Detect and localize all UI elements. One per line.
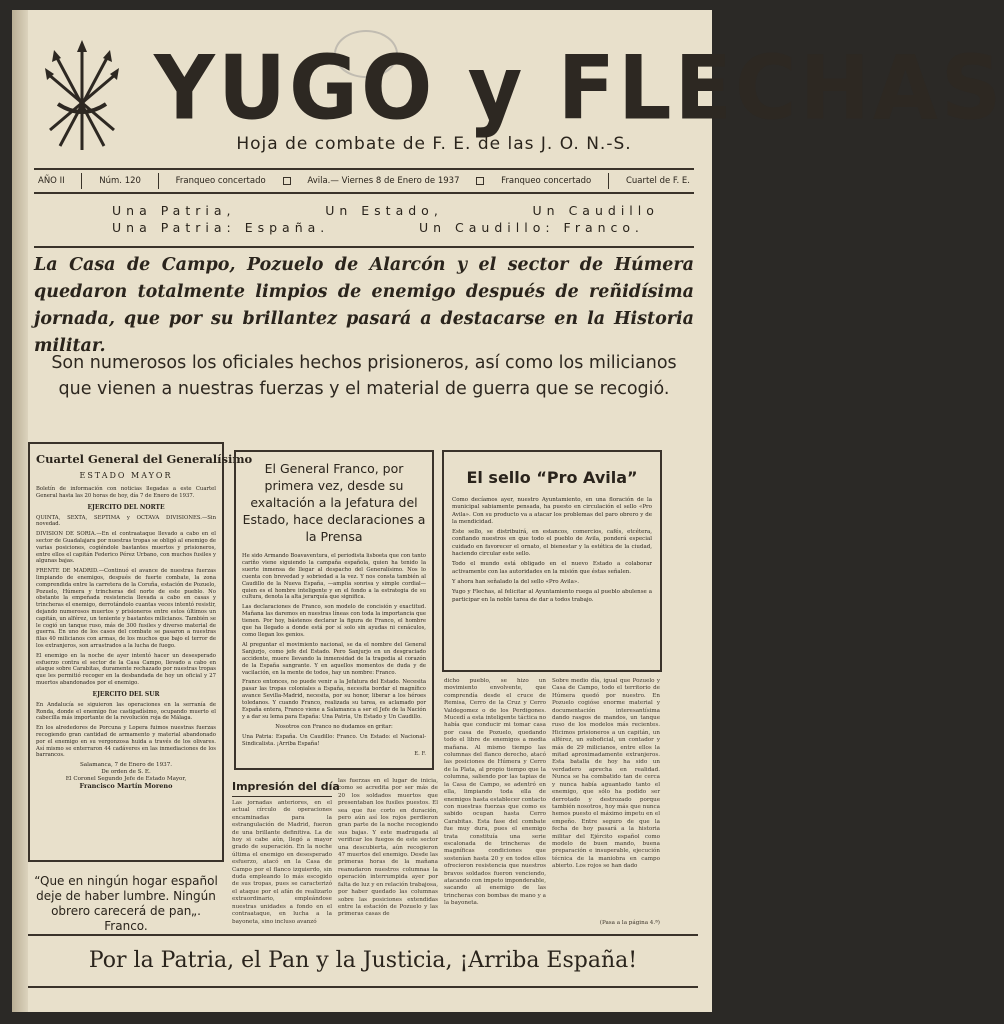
franco-paragraph-1: He sido Armando Boavaventura, el periodista lisboeta que con tanto cariño viene siguiendo la campaña española, quien ha tenido la suerte inmensa de llegar al despacho del Generalísimo. Nos lo cuenta con brevedad y sobriedad a la vez. Y nos consta también al Caudillo de la Nueva España, —amplia sonrisa y simple cordial— quien es el hombre inteligente y en el fondo a la estrategia de su cultura, denota la alta jerarquía que significa. bbox=[242, 553, 426, 601]
signature-order: De orden de S. E. bbox=[101, 769, 151, 776]
impresion-title: Impresión del día bbox=[232, 780, 340, 793]
north-paragraph-1: QUINTA, SEXTA, SEPTIMA y OCTAVA DIVISIONES.—Sin novedad. bbox=[36, 514, 216, 528]
continued-note: (Pasa a la página 4.ª) bbox=[599, 920, 660, 926]
franking-left: Franqueo concertado bbox=[175, 176, 266, 186]
issue-info-bar bbox=[34, 168, 694, 194]
franco-paragraph-2: Las declaraciones de Franco, son modelo de concisión y exactitud. Mañana las daremos en nuestras líneas con toda la importancia que tienen. Por hoy, bástenos declarar la figura de Franco, el hombre que ha llegado a donde está por sí solo sin ayudas ni cenáculos, como llegan los genios. bbox=[242, 604, 426, 638]
franco-paragraph-3: Al preguntar el movimiento nacional, se da el nombre del General Sanjurjo, como jefe del Estado. Pero Sanjurjo en un desgraciado accidente, muere llevando la inmensidad de la tragedia al corazón de la España sangrante. Y en aquellos momentos de duda y de vacilación, en la mente de todos, hay un nombre: Franco. bbox=[242, 641, 426, 676]
cuartel-title: Cuartel General del Generalísimo bbox=[36, 452, 253, 466]
cuartel-staff: ESTADO MAYOR bbox=[79, 471, 173, 480]
sello-paragraph-2: Este sello, se distribuirá, en estancos, comercios, cafés, etcétera, confiando nuestros en que todo el pueblo de Avila, ponderá especial cuidado en favorecer el ornato, el bienestar y la estética de la ciudad, haciendo circular este sello. bbox=[452, 529, 652, 558]
franco-paragraph-5: Nosotros con Franco no dudamos en gritar: bbox=[275, 723, 393, 730]
divider bbox=[28, 934, 698, 936]
divider bbox=[232, 796, 332, 797]
newspaper-page bbox=[12, 10, 1004, 1012]
separator bbox=[158, 173, 159, 189]
signature-place: Salamanca, 7 de Enero de 1937. bbox=[79, 762, 173, 769]
cuartel-general-box bbox=[28, 442, 253, 862]
signature-role: El Coronel Segundo Jefe de Estado Mayor, bbox=[65, 776, 187, 783]
office: Cuartel de F. E. bbox=[625, 176, 690, 186]
impresion-column-3: dicho pueblo, se hizo un movimiento envolvente, que comprendía desde el cruce de Remisa, Cerro de la Cruz y Cerro Valdegomez o de los Perdigones. Mucedí a esta inteligente táctica no había que conducir mi tomar casa por casa de Pozuelo, quedando todo el libre de enemigos a media mañana. Al mismo tiempo las columnas del flanco derecho, atacó las posiciones de Húmera y Cerro de la Plata, al propio tiempo que la columna, saliendo por las tapias de la Casa de Campo, se adentró en ella, limpiando toda ella de enemigos hasta establecer contacto con nuestras fuerzas que como es sabido ocupan hasta Cerro Carabitas. Esta fase del combate fue muy dura, pues el enemigo trata constituía una serie escalonada de trincheras de magníficas condiciones que sostenían hasta 20 y en todos ellos ofrecieron resistencia que nuestros bravos soldados fueron venciendo, atacando con impeto imponderable, sacando al enemigo de las trincheras con bombas de mano y a la bayoneta. bbox=[444, 678, 546, 907]
sello-paragraph-4: Y ahora han señalado la del sello «Pro Avila». bbox=[452, 578, 580, 585]
north-paragraph-2: DIVISION DE SORIA.—En el contraataque llevado a cabo en el sector de Guadalajara por nuestras tropas se obligó al enemigo de varias posiciones, cogiéndole bastantes muertos y prisioneros, entre ellos el capitán Federico Pérez Urbano, con muchos fusiles y algunas bajas. bbox=[36, 531, 216, 565]
impresion-column-1: Las jornadas anteriores, en el actual círculo de operaciones encaminadas para la estrangulación de Madrid, fueron de una brillante definitiva. La de hoy si cabe aún, llegó a mayor grado de superación. En la noche última el enemigo en desesperado esfuerzo, atacó en la Casa de Campo por el flanco izquierdo, sin duda empleando lo más escogido de sus tropas, pues se caracterizó el ataque por el afán de realizarlo extraordinario, empleándose nuestras unidades a fondo en el contraataque, en lucha a la bayoneta, sino incluso avanzó bbox=[232, 800, 332, 925]
north-header: EJERCITO DEL NORTE bbox=[87, 503, 165, 511]
sub-headline: Son numerosos los oficiales hechos prisioneros, así como los milicianos que vienen a nuestras fuerzas y el material de guerra que se recogió. bbox=[51, 353, 677, 399]
south-paragraph-2: En los alrededores de Porcuna y Lopera fuimos nuestras fuerzas recogiendo gran cantidad de armamento y material abandonado por el enemigo en su vergonzosa huida a través de los olivares. Así mismo se enterraron 44 cadáveres en las inmediaciones de los barrancos. bbox=[36, 725, 216, 759]
motto bbox=[34, 202, 694, 242]
separator bbox=[608, 173, 609, 189]
newspaper-subtitle: Hoja de combate de F. E. de las J. O. N.-S. bbox=[236, 134, 632, 154]
sello-paragraph-1: Como decíamos ayer, nuestro Ayuntamiento, en una floración de la municipal sabiamente pensada, ha puesto en circulación el sello «Pro Avila». Con su producto va a atacar los problemas del paro obrero y de la mendicidad. bbox=[452, 497, 652, 525]
sello-title: El sello “Pro Avila” bbox=[466, 468, 638, 487]
square-icon bbox=[476, 177, 484, 185]
franco-declarations-box bbox=[234, 450, 434, 770]
footer-slogan: Por la Patria, el Pan y la Justicia, ¡Arriba España! bbox=[88, 948, 638, 973]
main-headline: La Casa de Campo, Pozuelo de Alarcón y el sector de Húmera quedaron totalmente limpios de enemigo después de reñidísima jornada, que por su brillantez pasará a destacarse en la Historia militar. bbox=[34, 255, 694, 356]
separator bbox=[81, 173, 82, 189]
signature-name: Francisco Martín Moreno bbox=[79, 782, 173, 791]
north-paragraph-3: FRENTE DE MADRID.—Continuó el avance de nuestras fuerzas limpiando de enemigos, después de fuerte combate, la zona comprendida entre la carretera de la Coruña, estación de Pozuelo, Pozuelo, Húmera y trincheras del norte de este pueblo. No obstante la empeñada resistencia llevada a cabo en casas y trincheras el enemigo, derrotándolo cuantas veces intentó resistir, dejando numerosos muertos y prisioneros entre estos últimos un capitán, un alférez, un teniente y bastantes milicianos. También se le cogió un tanque ruso, más de 300 fusiles y diverso material de guerra. En uno de los casos del combate se pasaron a nuestras filas 40 milicianos con armas, de los muchos que bajo el terror de los extranjeros, son arrastrados a la lucha de fuego. bbox=[36, 568, 216, 649]
newspaper-title: YUGO y FLECHAS bbox=[154, 36, 1004, 140]
motto-line-1: Una Patria, Un Estado, Un Caudillo bbox=[112, 203, 659, 218]
south-header: EJERCITO DEL SUR bbox=[92, 690, 160, 698]
franco-paragraph-4: Franco entonces, no puede venir a la Jefatura del Estado. Necesita pasar las tropas coloniales a España, necesita bordar el magnífico avance Sevilla-Madrid, necesita, por su honor, liberar a los héroes toledanos. Y cuando Franco, realizada su tarea, es aclamado por España entera, Franco viene a Salamanca a ser el Jefe de la Nación y a dar su lema para España: Una Patria, Un Estado y Un Caudillo. bbox=[242, 679, 426, 720]
divider bbox=[28, 986, 698, 988]
page-spine bbox=[12, 10, 28, 1012]
place-date: Avila.— Viernes 8 de Enero de 1937 bbox=[307, 176, 460, 186]
square-icon bbox=[283, 177, 291, 185]
yoke-and-arrows-icon bbox=[44, 38, 120, 160]
motto-line-2: Una Patria: España. Un Caudillo: Franco. bbox=[112, 220, 644, 235]
sello-paragraph-3: Todo el mundo está obligado en el nuevo Estado a colaborar activamente con las autoridades en la misión que éstas señalen. bbox=[452, 561, 652, 575]
sello-paragraph-5: Yugo y Flechas, al felicitar al Ayuntamiento ruega al pueblo abulense a participar en la noble tarea de dar a todos trabajo. bbox=[452, 589, 652, 603]
impresion-column-4: Sobre medio día, igual que Pozuelo y Casa de Campo, todo el territorio de Húmera quedó por nuestro. En Pozuelo cogióse enorme material y documentación interesantísima dando rasgos de mandos, un tanque ruso de los modelos más recientes. Hicimos prisioneros a un capitán, un alférez, un suboficial, un contador y más de 29 milicianos, entre ellos la mitad aproximadamente extranjeros. Esta batalla de hoy ha sido un verdadero aprecha en realidad. Nunca se ha combatido tan de cerca y nunca había aguantado tanto el enemigo, que sólo ha podido ser derrotado y destrozado porque también nosotros, hoy más que nunca hemos puesto el máximo ímpetu en el empeño. Entre seguro de que la fecha de hoy pasará a la historia militar del Ejército español como modelo de buen mando, buena preparación e insuperable, ejecución técnica de la maniobra en campo abierto. Los rojos se han dado bbox=[552, 678, 660, 870]
issue-year: AÑO II bbox=[38, 176, 65, 186]
masthead bbox=[34, 30, 1004, 170]
divider bbox=[34, 246, 694, 248]
south-paragraph-1: En Andalucía se siguieron las operaciones en la serranía de Ronda, donde el enemigo fue castigadísimo, ocupando muerto el cabecilla más importante de la revolución roja de Málaga. bbox=[36, 701, 216, 722]
north-paragraph-4: El enemigo en la noche de ayer intentó hacer un desesperado esfuerzo contra el sector de la Casa Campo, llevado a cabo en ataque sobre Carabitas, duramente rechazado por nuestras tropas que les permitió recoger en la desbandada de hoy un oficial y 27 muertos abandonados por el enemigo. bbox=[36, 652, 216, 686]
franco-title: El General Franco, por primera vez, desde su exaltación a la Jefatura del Estado, hace declaraciones a la Prensa bbox=[242, 461, 426, 544]
sello-pro-avila-box bbox=[442, 450, 662, 672]
impresion-column-2: las fuerzas en el lugar de inicia, como se acredita por ser más de 20 los soldados muertos que presentaban los fusiles puestos. El sea que fue corto en duración, pero aún así los rojos perdieron gran parte de la noche recogiendo sus bajas. Y este madrugada al verificar los fuegos de este sector una descubierta, aún recogieron 47 muertos del enemigo. Desde las primeras horas de la mañana reanudaron nuestros columnas la operación interrumpida ayer por falta de luz y en relación trabajosa, por haber quedado las columnas sobre las posiciones extendidas entre la estación de Pozuelo y las primeras casas de bbox=[338, 778, 439, 918]
cuartel-signature bbox=[36, 762, 216, 791]
issue-number: Núm. 120 bbox=[99, 176, 141, 186]
franking-right: Franqueo concertado bbox=[501, 176, 592, 186]
franco-paragraph-6: Una Patria: España. Un Caudillo: Franco. Un Estado: el Nacional-Sindicalista. ¡Arriba España! bbox=[242, 733, 426, 747]
franco-signature: E. F. bbox=[414, 750, 426, 757]
cuartel-intro: Boletín de información con noticias llegadas a este Cuartel General hasta las 20 horas de hoy, día 7 de Enero de 1937. bbox=[36, 486, 216, 499]
franco-quote: “Que en ningún hogar español deje de haber lumbre. Ningún obrero carecerá de pan„. Franco. bbox=[34, 874, 218, 933]
